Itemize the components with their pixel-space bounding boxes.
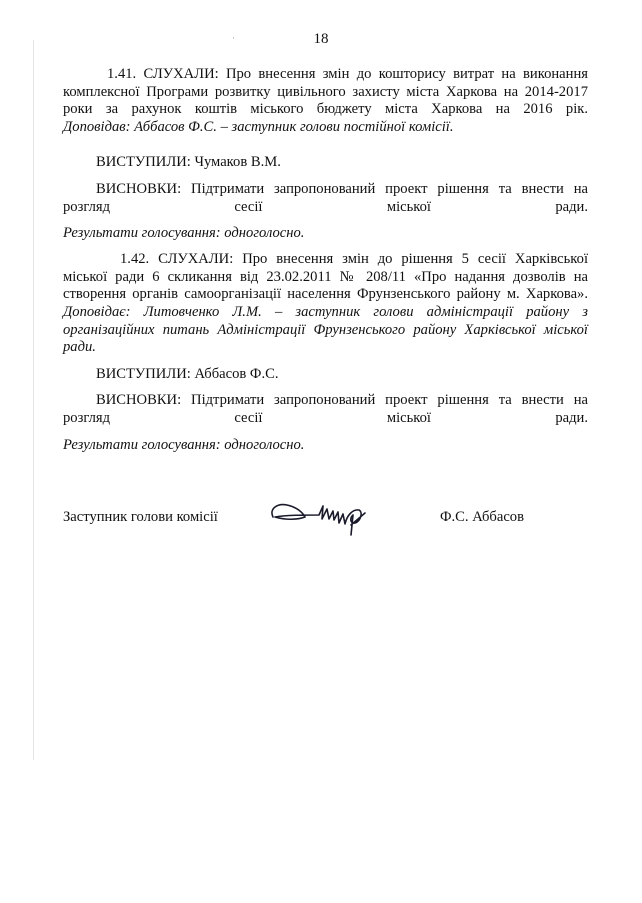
item-141-vote	[63, 225, 588, 243]
item-141-conclusions	[63, 181, 588, 216]
item-142-vote	[63, 437, 588, 455]
item-142-rapporteur-text: Доповідає: Литовченко Л.М. – заступник голови адміністрації району з організаційних питань Адміністрації Фрунзенського району Харківської міської ради.	[63, 304, 588, 356]
page-number: 18	[313, 31, 329, 47]
item-142-heard-text: 1.42. СЛУХАЛИ: Про внесення змін до рішення 5 сесії Харківської міської ради 6 скликання від 23.02.2011 № 208/11 «Про надання дозволів на створення органів самоорганізації населення Фрунзенського району м. Харкова».	[63, 251, 588, 303]
item-141-spoke: ВИСТУПИЛИ: Чумаков В.М.	[96, 154, 281, 170]
item-141-vote-value: одноголосно.	[224, 225, 305, 241]
item-141-heard-text: 1.41. СЛУХАЛИ: Про внесення змін до кошторису витрат на виконання комплексної Програми розвитку цивільного захисту міста Харкова на 2014-2017 роки за рахунок коштів міського бюджету міста Харкова на 2016 рік.	[63, 66, 588, 118]
item-142-vote-label: Результати голосування:	[63, 437, 221, 453]
item-142-conclusions	[63, 392, 588, 427]
item-141-conclusions-text: ВИСНОВКИ: Підтримати запропонований проект рішення та внести на розгляд сесії міської ради.	[63, 181, 588, 215]
signatory-name: Ф.С. Аббасов	[440, 509, 524, 525]
scan-speck: ·	[232, 33, 235, 43]
scan-edge-line	[33, 40, 34, 760]
handwritten-signature	[267, 495, 373, 537]
item-141-rapporteur: Доповідав: Аббасов Ф.С. – заступник голови постійної комісії.	[63, 119, 454, 135]
item-141-heard	[63, 66, 588, 119]
item-142-rapporteur	[63, 304, 588, 357]
item-142-heard	[63, 251, 588, 304]
signature-title: Заступник голови комісії	[63, 509, 218, 525]
item-142-vote-value: одноголосно.	[224, 437, 305, 453]
item-141-vote-label: Результати голосування:	[63, 225, 221, 241]
item-142-conclusions-text: ВИСНОВКИ: Підтримати запропонований проект рішення та внести на розгляд сесії міської ради.	[63, 392, 588, 426]
item-142-spoke: ВИСТУПИЛИ: Аббасов Ф.С.	[96, 366, 279, 382]
